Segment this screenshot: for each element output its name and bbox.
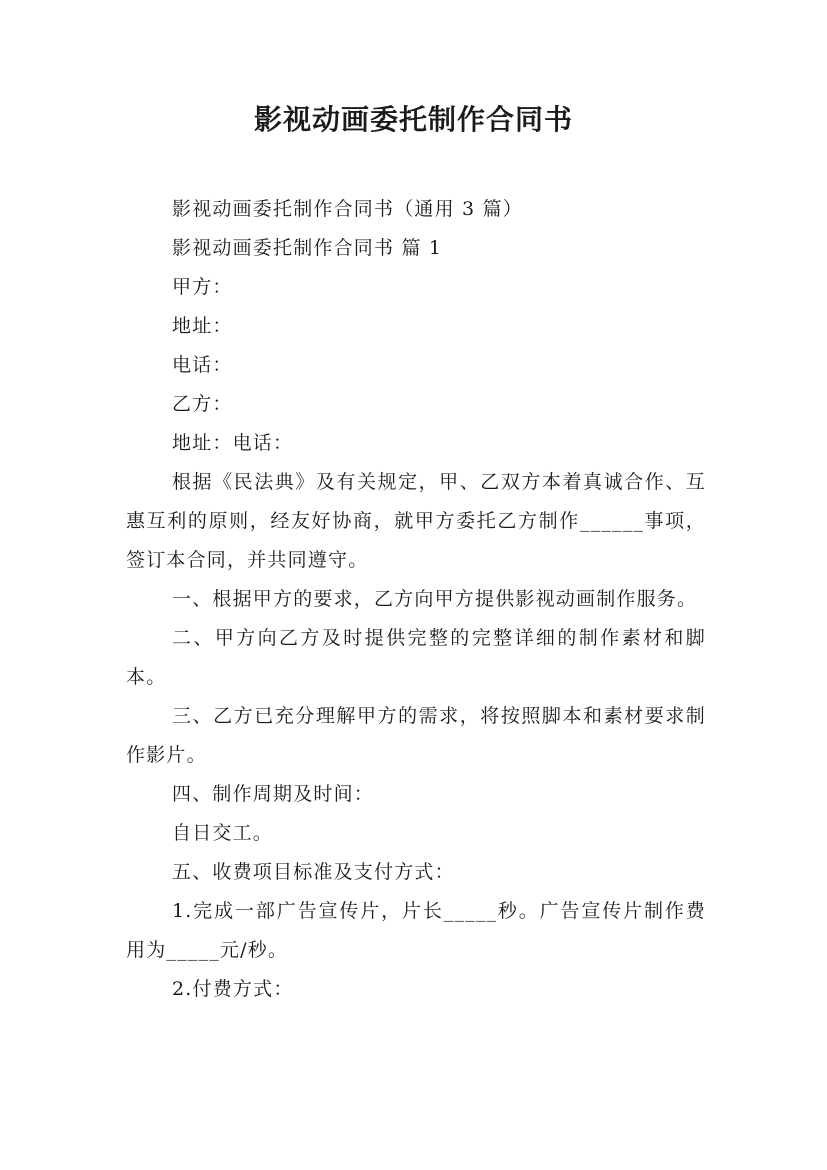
section-heading: 影视动画委托制作合同书 篇 1: [172, 237, 443, 259]
clause-3: 三、乙方已充分理解甲方的需求，将按照脚本和素材要求制作影片。: [126, 705, 706, 766]
party-b-label: 乙方：: [172, 393, 233, 415]
party-a-label: 甲方：: [172, 276, 233, 298]
clause-1: 一、根据甲方的要求，乙方向甲方提供影视动画制作服务。: [172, 588, 698, 610]
document-title: 影视动画委托制作合同书: [253, 103, 573, 136]
clause-4-heading: 四、制作周期及时间：: [172, 783, 375, 805]
preamble-paragraph: 根据《民法典》及有关规定，甲、乙双方本着真诚合作、互惠互利的原则，经友好协商，就甲方委托乙方制作______事项，签订本合同，并共同遵守。: [126, 471, 706, 571]
party-b-address-phone: 地址：电话：: [172, 432, 294, 454]
clause-5-item-1: 1.完成一部广告宣传片，片长_____秒。广告宣传片制作费用为_____元/秒。: [126, 900, 706, 961]
subtitle-paragraph: 影视动画委托制作合同书（通用 3 篇）: [172, 198, 523, 220]
clause-4-delivery: 自日交工。: [172, 822, 274, 844]
party-a-address: 地址：: [172, 315, 233, 337]
clause-2: 二、甲方向乙方及时提供完整的完整详细的制作素材和脚本。: [126, 627, 706, 688]
clause-5-heading: 五、收费项目标准及支付方式：: [172, 861, 455, 883]
clause-5-item-2: 2.付费方式：: [172, 978, 294, 1000]
party-a-phone: 电话：: [172, 354, 233, 376]
document-body: [126, 190, 706, 1009]
